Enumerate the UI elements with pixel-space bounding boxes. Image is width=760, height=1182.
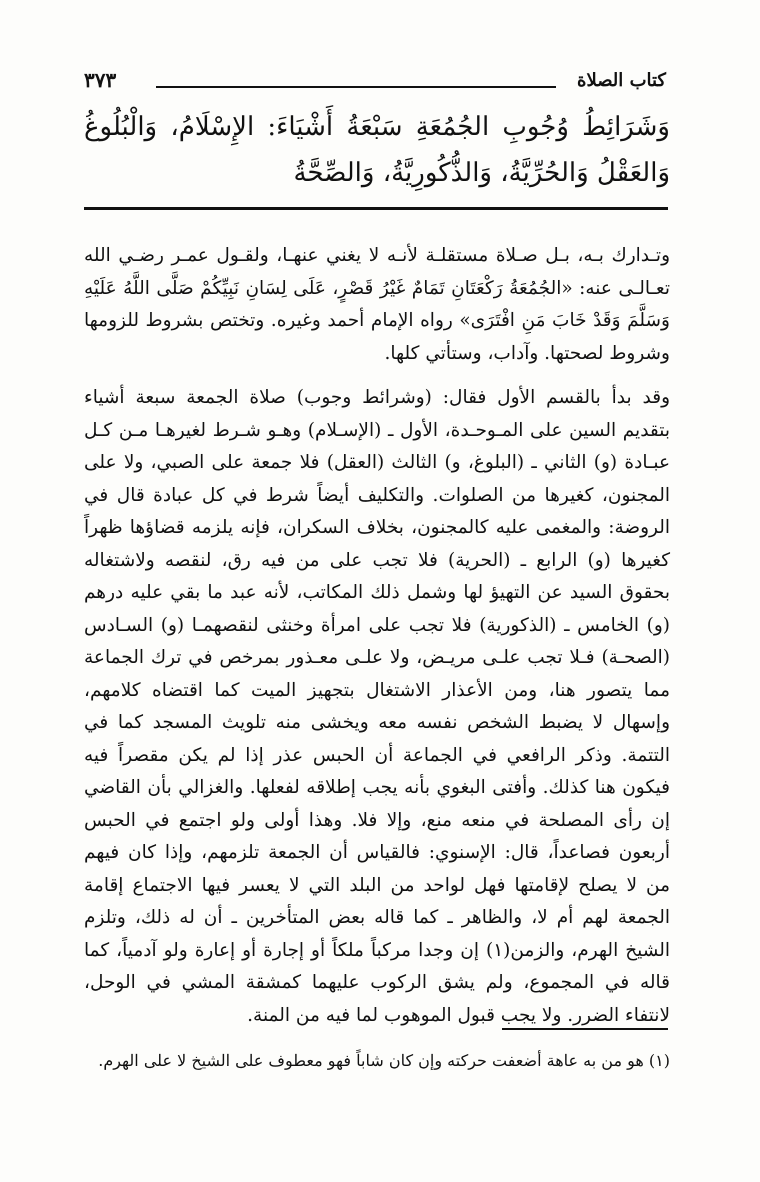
commentary-body <box>84 240 670 1032</box>
commentary-paragraph-2: وقد بدأ بالقسم الأول فقال: (وشرائط وجوب) صلاة الجمعة سبعة أشياء بتقديم السين على المـوحـدة، الأول ـ (الإسـلام) وهـو شـرط لغيرهـا مـن كـل عبـادة (و) الثاني ـ (البلوغ، و) الثالث (العقل) فلا جمعة على الصبي، ولا على المجنون، كغيرها من الصلوات. والتكليف أيضاً شرط في كل عبادة قال في الروضة: والمغمى عليه كالمجنون، بخلاف السكران، فإنه يلزمه قضاؤها ظهراً كغيرها (و) الرابع ـ (الحرية) فلا تجب على من فيه رق، لنقصه ولاشتغاله بحقوق السيد عن التهيؤ لها وشمل ذلك المكاتب، لأنه عبد ما بقي عليه درهم (و) الخامس ـ (الذكورية) فلا تجب على امرأة وخنثى لنقصهمـا (و) السـادس (الصحـة) فـلا تجب علـى مريـض، ولا علـى معـذور بمرخص في ترك الجماعة مما يتصور هنا، ومن الأعذار الاشتغال بتجهيز الميت كما اقتضاه كلامهم، وإسهال لا يضبط الشخص نفسه معه ويخشى منه تلويث المسجد كما في التتمة. وذكر الرافعي في الجماعة أن الحبس عذر إذا لم يكن مقصراً فيه فيكون هنا كذلك. وأفتى البغوي بأنه يجب إطلاقه لفعلها. والغزالي بأن القاضي إن رأى المصلحة في منعه منع، وإلا فلا. وهذا أولى ولو اجتمع في الحبس أربعون فصاعداً، قال: الإسنوي: فالقياس أن الجمعة تلزمهم، وإذا كان فيهم من لا يصلح لإقامتها فهل لواحد من البلد التي لا يعسر فيها الاجتماع إقامة الجمعة لهم أم لا، والظاهر ـ كما قاله بعض المتأخرين ـ أن له ذلك، وتلزم الشيخ الهرم، والزمن(١) إن وجدا مركباً ملكاً أو إجارة أو إعارة ولو آدمياً، كما قاله في المجموع، ولم يشق الركوب عليهما كمشقة المشي في الوحل، لانتفاء الضرر. ولا يجب قبول الموهوب لما فيه من المنة. <box>84 387 671 1026</box>
page-number: ٣٧٣ <box>84 68 117 92</box>
footnote-rule <box>502 1028 668 1030</box>
matn-text: وَشَرَائِطُ وُجُوبِ الجُمُعَةِ سَبْعَةُ أَشْيَاءَ: الإِسْلَامُ، وَالْبُلُوغُ وَالعَقْلُ وَالحُرِّيَّةُ، وَالذُّكُورِيَّةُ، وَالصِّحَّةُ <box>84 112 670 188</box>
matn-separator <box>84 207 668 210</box>
chapter-title: كتاب الصلاة <box>577 70 666 91</box>
footnote: (١) هو من به عاهة أضعفت حركته وإن كان شاباً فهو معطوف على الشيخ لا على الهرم. <box>98 1051 670 1070</box>
page-header <box>84 68 666 98</box>
header-rule <box>156 86 556 88</box>
commentary-paragraph-1: وتـدارك بـه، بـل صـلاة مستقلـة لأنـه لا يغني عنهـا، ولقـول عمـر رضـي الله تعـالـى عنه: «الجُمُعَةُ رَكْعَتَانِ تَمَامٌ غَيْرُ قَصْرٍ، عَلَى لِسَانِ نَبِيِّكُمْ صَلَّى اللَّهُ عَلَيْهِ وَسَلَّمَ وَقَدْ خَابَ مَنِ افْتَرَى» رواه الإمام أحمد وغيره. وتختص بشروط للزومها وشروط لصحتها. وآداب، وستأتي كلها. <box>84 245 670 364</box>
